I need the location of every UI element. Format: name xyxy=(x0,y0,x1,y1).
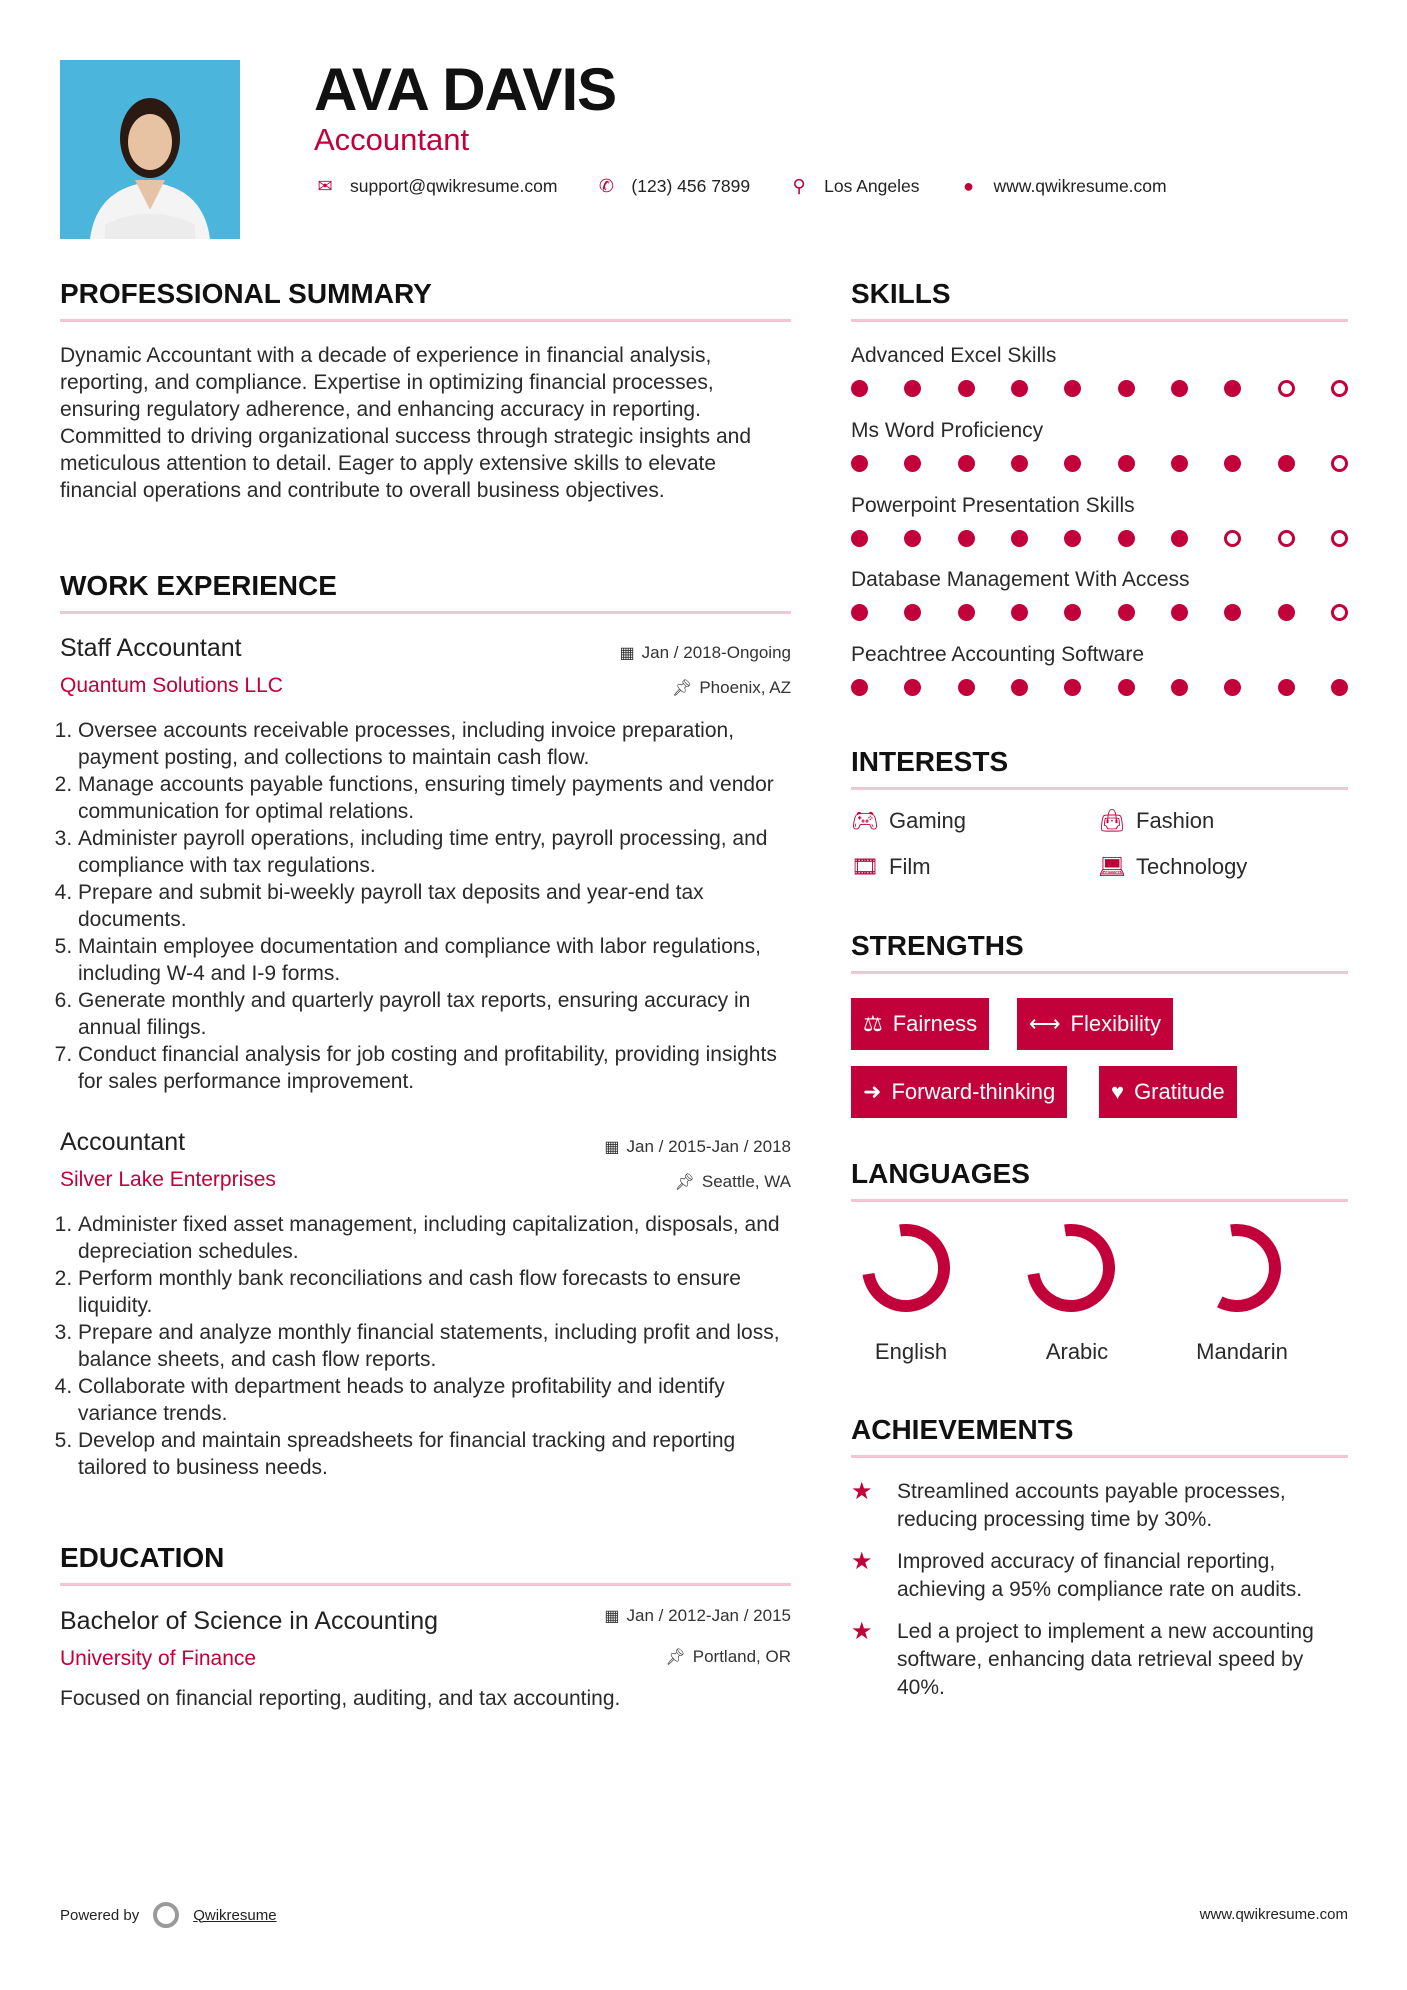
contact-location: Los Angeles xyxy=(824,176,920,196)
contact-email[interactable]: support@qwikresume.com xyxy=(350,176,558,196)
language-gauge xyxy=(1220,1230,1275,1306)
rating-dot-filled xyxy=(958,380,975,397)
interest-item xyxy=(851,854,931,880)
shooting-star-icon: ★ xyxy=(851,1478,873,1505)
interest-label: Technology xyxy=(1136,854,1248,879)
rating-dot-empty xyxy=(1278,530,1295,547)
rating-dot-filled xyxy=(904,380,921,397)
languages-divider xyxy=(851,1199,1348,1202)
rating-dot-filled xyxy=(1224,455,1241,472)
job-company: Silver Lake Enterprises xyxy=(60,1168,276,1191)
experience-heading: WORK EXPERIENCE xyxy=(60,570,337,601)
list-item: 2. Manage accounts payable functions, ensuring timely payments and vendor communication for optimal relations. xyxy=(78,771,791,825)
strength-label: Forward-thinking xyxy=(891,1079,1056,1104)
rating-dot-filled xyxy=(1011,380,1028,397)
rating-dot-filled xyxy=(1064,679,1081,696)
skill-item xyxy=(851,641,1348,716)
strength-badge xyxy=(1099,1066,1237,1118)
contact-website[interactable]: www.qwikresume.com xyxy=(993,176,1167,196)
shooting-star-icon: ★ xyxy=(851,1618,873,1645)
skill-name: Advanced Excel Skills xyxy=(851,344,1057,367)
strength-badge xyxy=(851,1066,1067,1118)
education-location-text: Portland, OR xyxy=(692,1647,791,1666)
job-location xyxy=(672,678,791,698)
rating-dot-filled xyxy=(1171,530,1188,547)
rating-dot-filled xyxy=(1224,380,1241,397)
job-location-text: Phoenix, AZ xyxy=(699,678,791,697)
rating-dot-filled xyxy=(958,530,975,547)
achievement-item xyxy=(851,1478,1348,1534)
rating-dot-filled xyxy=(1278,679,1295,696)
rating-dot-filled xyxy=(1171,455,1188,472)
rating-dot-filled xyxy=(1171,679,1188,696)
list-item: 2. Perform monthly bank reconciliations and cash flow forecasts to ensure liquidity. xyxy=(78,1265,791,1319)
heart-icon: ♥ xyxy=(1111,1079,1125,1104)
pushpin-icon: 📌︎ xyxy=(665,1649,686,1666)
qwikresume-logo-icon xyxy=(153,1902,179,1928)
rating-dot-empty xyxy=(1331,530,1348,547)
interests-divider xyxy=(851,787,1348,790)
interest-item xyxy=(1098,854,1247,880)
strengths-divider xyxy=(851,971,1348,974)
skill-item xyxy=(851,417,1348,492)
skill-item xyxy=(851,492,1348,566)
job-duties xyxy=(60,1211,791,1481)
interests-heading: INTERESTS xyxy=(851,746,1009,777)
interest-item xyxy=(851,808,966,834)
job-duties xyxy=(60,717,791,1095)
achievement-text: Led a project to implement a new accounting software, enhancing data retrieval speed by 40%. xyxy=(897,1620,1314,1699)
skill-name: Powerpoint Presentation Skills xyxy=(851,494,1135,517)
skill-rating xyxy=(851,604,1348,621)
rating-dot-filled xyxy=(1118,530,1135,547)
profile-photo xyxy=(60,60,240,239)
achievement-text: Improved accuracy of financial reporting, achieving a 95% compliance rate on audits. xyxy=(897,1550,1303,1601)
rating-dot-filled xyxy=(1011,530,1028,547)
calendar-icon: ▦ xyxy=(604,1608,620,1625)
education-description: Focused on financial reporting, auditing, and tax accounting. xyxy=(60,1687,621,1710)
shopping-bag-icon: 👜︎ xyxy=(1098,808,1126,833)
calendar-icon: ▦ xyxy=(604,1139,620,1156)
rating-dot-filled xyxy=(1118,455,1135,472)
skills-list xyxy=(851,342,1348,716)
globe-icon: ● xyxy=(963,176,974,196)
language-label: English xyxy=(874,1339,948,1364)
rating-dot-filled xyxy=(958,455,975,472)
candidate-role: Accountant xyxy=(314,122,470,157)
rating-dot-filled xyxy=(958,604,975,621)
rating-dot-filled xyxy=(1224,604,1241,621)
summary-text: Dynamic Accountant with a decade of experience in financial analysis, reporting, and compliance. Expertise in optimizing financial processes, ensuring regulatory adherence, and enhancing accuracy in reporting. Committed to driving organizational success through strategic insights and meticulous attention to detail. Eager to apply extensive skills to elevate financial operations and contribute to overall business objectives. xyxy=(60,344,752,502)
powered-by-text: Powered by xyxy=(60,1906,140,1924)
strengths-heading: STRENGTHS xyxy=(851,930,1024,961)
list-item: 1. Oversee accounts receivable processes, including invoice preparation, payment posting, and collections to maintain cash flow. xyxy=(78,717,791,771)
language-label: Arabic xyxy=(1045,1339,1109,1364)
job-title: Staff Accountant xyxy=(60,634,242,662)
rating-dot-filled xyxy=(1118,604,1135,621)
rating-dot-filled xyxy=(1331,679,1348,696)
interest-item xyxy=(1098,808,1214,834)
arrows-horizontal-icon: ⟷ xyxy=(1029,1011,1061,1036)
contact-bar xyxy=(314,176,1167,197)
rating-dot-filled xyxy=(1064,380,1081,397)
rating-dot-filled xyxy=(851,455,868,472)
achievement-item xyxy=(851,1618,1348,1702)
interest-label: Gaming xyxy=(889,808,967,833)
job-location-text: Seattle, WA xyxy=(701,1172,791,1191)
pushpin-icon: 📌︎ xyxy=(672,680,693,697)
rating-dot-filled xyxy=(904,530,921,547)
rating-dot-filled xyxy=(1171,604,1188,621)
rating-dot-empty xyxy=(1278,380,1295,397)
interest-label: Fashion xyxy=(1136,808,1215,833)
rating-dot-empty xyxy=(1224,530,1241,547)
summary-heading: PROFESSIONAL SUMMARY xyxy=(60,278,432,309)
list-item: 7. Conduct financial analysis for job costing and profitability, providing insights for sales performance improvement. xyxy=(78,1041,791,1095)
calendar-icon: ▦ xyxy=(619,645,635,662)
rating-dot-filled xyxy=(1118,679,1135,696)
experience-divider xyxy=(60,611,791,614)
school-name: University of Finance xyxy=(60,1647,257,1670)
person-photo-icon xyxy=(60,60,240,239)
phone-icon: ✆ xyxy=(598,176,614,196)
job-dates xyxy=(620,643,791,663)
candidate-name: AVA DAVIS xyxy=(314,56,617,123)
achievement-text: Streamlined accounts payable processes, reducing processing time by 30%. xyxy=(897,1480,1286,1531)
rating-dot-filled xyxy=(1064,455,1081,472)
list-item: 4. Prepare and submit bi-weekly payroll tax deposits and year-end tax documents. xyxy=(78,879,791,933)
skill-rating xyxy=(851,380,1348,397)
education-heading: EDUCATION xyxy=(60,1542,225,1573)
rating-dot-filled xyxy=(1171,380,1188,397)
list-item: 3. Prepare and analyze monthly financial statements, including profit and loss, balance sheets, and cash flow reports. xyxy=(78,1319,791,1373)
rating-dot-filled xyxy=(1011,604,1028,621)
map-marker-icon: ⚲ xyxy=(792,176,806,196)
rating-dot-filled xyxy=(1278,604,1295,621)
job-title: Accountant xyxy=(60,1128,186,1156)
list-item: 5. Maintain employee documentation and compliance with labor regulations, including W-4 and I-9 forms. xyxy=(78,933,791,987)
achievements-list xyxy=(851,1478,1348,1702)
rating-dot-filled xyxy=(851,679,868,696)
job-dates xyxy=(604,1137,791,1157)
achievements-divider xyxy=(851,1455,1348,1458)
skill-name: Peachtree Accounting Software xyxy=(851,643,1145,666)
rating-dot-filled xyxy=(1064,530,1081,547)
degree-title: Bachelor of Science in Accounting xyxy=(60,1607,439,1635)
rating-dot-filled xyxy=(1011,455,1028,472)
languages-gauges xyxy=(851,1222,1348,1332)
footer-powered xyxy=(60,1902,277,1928)
list-item: 5. Develop and maintain spreadsheets for financial tracking and reporting tailored to business needs. xyxy=(78,1427,791,1481)
arrow-right-icon: ➜ xyxy=(863,1079,882,1104)
education-dates-text: Jan / 2012-Jan / 2015 xyxy=(626,1606,791,1625)
rating-dot-empty xyxy=(1331,604,1348,621)
education-dates xyxy=(604,1606,791,1626)
skill-rating xyxy=(851,530,1348,547)
rating-dot-filled xyxy=(851,380,868,397)
rating-dot-empty xyxy=(1331,455,1348,472)
rating-dot-filled xyxy=(1224,679,1241,696)
summary-divider xyxy=(60,319,791,322)
film-icon: 🎞︎ xyxy=(851,854,879,879)
interest-label: Film xyxy=(889,854,931,879)
strength-label: Fairness xyxy=(892,1011,978,1036)
skill-item xyxy=(851,566,1348,641)
brand-link[interactable]: Qwikresume xyxy=(193,1906,277,1924)
skill-rating xyxy=(851,455,1348,472)
list-item: 6. Generate monthly and quarterly payroll tax reports, ensuring accuracy in annual filings. xyxy=(78,987,791,1041)
achievement-item xyxy=(851,1548,1348,1604)
strength-label: Gratitude xyxy=(1134,1079,1225,1104)
skill-name: Database Management With Access xyxy=(851,568,1190,591)
strength-label: Flexibility xyxy=(1070,1011,1162,1036)
pushpin-icon: 📌︎ xyxy=(674,1174,695,1191)
job-dates-text: Jan / 2018-Ongoing xyxy=(641,643,791,662)
list-item: 4. Collaborate with department heads to analyze profitability and identify variance trends. xyxy=(78,1373,791,1427)
rating-dot-filled xyxy=(851,604,868,621)
gamepad-icon: 🎮︎ xyxy=(851,808,879,833)
skill-item xyxy=(851,342,1348,417)
rating-dot-filled xyxy=(1064,604,1081,621)
languages-heading: LANGUAGES xyxy=(851,1158,1030,1189)
skill-name: Ms Word Proficiency xyxy=(851,419,1044,442)
skills-heading: SKILLS xyxy=(851,278,951,309)
achievements-heading: ACHIEVEMENTS xyxy=(851,1414,1074,1445)
contact-phone[interactable]: (123) 456 7899 xyxy=(631,176,751,196)
rating-dot-filled xyxy=(1278,455,1295,472)
job-location xyxy=(675,1172,791,1192)
rating-dot-filled xyxy=(958,679,975,696)
language-label: Mandarin xyxy=(1196,1339,1288,1364)
envelope-icon: ✉ xyxy=(317,176,333,196)
rating-dot-empty xyxy=(1331,380,1348,397)
rating-dot-filled xyxy=(851,530,868,547)
laptop-icon: 💻︎ xyxy=(1098,854,1126,879)
strength-badge xyxy=(1017,998,1173,1050)
job-company: Quantum Solutions LLC xyxy=(60,674,283,697)
rating-dot-filled xyxy=(1118,380,1135,397)
rating-dot-filled xyxy=(904,455,921,472)
job-dates-text: Jan / 2015-Jan / 2018 xyxy=(626,1137,791,1156)
education-location xyxy=(665,1647,791,1667)
list-item: 3. Administer payroll operations, including time entry, payroll processing, and compliance with tax regulations. xyxy=(78,825,791,879)
language-gauge xyxy=(1033,1230,1109,1306)
list-item: 1. Administer fixed asset management, including capitalization, disposals, and depreciation schedules. xyxy=(78,1211,791,1265)
skill-rating xyxy=(851,679,1348,696)
language-gauge xyxy=(868,1230,944,1306)
footer-url[interactable]: www.qwikresume.com xyxy=(1199,1906,1348,1923)
strength-badge xyxy=(851,998,989,1050)
rating-dot-filled xyxy=(904,679,921,696)
rating-dot-filled xyxy=(1011,679,1028,696)
shooting-star-icon: ★ xyxy=(851,1548,873,1575)
skills-divider xyxy=(851,319,1348,322)
rating-dot-filled xyxy=(904,604,921,621)
education-divider xyxy=(60,1583,791,1586)
balance-scale-icon: ⚖ xyxy=(863,1011,883,1036)
